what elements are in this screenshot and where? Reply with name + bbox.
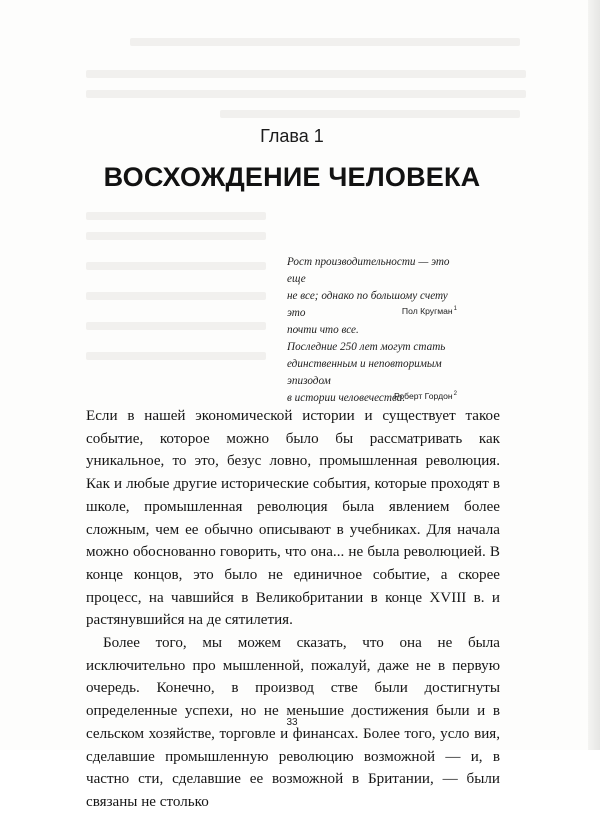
text-line: чавшийся в Великобритании в конце XVIII в. и растянувшийся на де <box>86 589 500 629</box>
epigraph-line: не все; однако по большому счету это <box>287 290 448 319</box>
page-number: 33 <box>286 717 298 728</box>
page-edge <box>588 0 600 750</box>
text-line: вия, сделавшие промышленную революцию возможной — и, в частно <box>86 725 500 788</box>
text-line: события, которые проходят в школе, промышленная революция была <box>86 476 501 515</box>
text-line: которое можно было бы рассматривать как уникальное, то это, безус <box>86 430 501 470</box>
show-through-line <box>86 322 266 330</box>
text-line: мышленной, пожалуй, даже не в первую очередь. Конечно, в производ <box>86 657 500 697</box>
author-name: Роберт Гордон <box>394 391 453 401</box>
text-line: сятилетия. <box>224 612 293 629</box>
show-through-line <box>220 110 520 118</box>
epigraph-author <box>287 306 457 316</box>
epigraph-author <box>287 391 457 401</box>
show-through-line <box>86 232 266 240</box>
text-line: Более того, мы можем сказать, что она не была исключительно про <box>86 635 500 674</box>
show-through-line <box>130 38 520 46</box>
show-through-line <box>86 292 266 300</box>
text-line: Если в нашей экономической истории и существует такое событие, <box>86 408 500 447</box>
chapter-label: Глава 1 <box>260 126 324 146</box>
text-line: стве были достигнуты определенные успехи, но не меньшие достижения <box>86 680 500 720</box>
epigraph-line: в истории человечества. <box>287 392 406 404</box>
epigraph-line: Рост производительности — это еще <box>287 256 450 285</box>
show-through-line <box>86 70 526 78</box>
show-through-line <box>86 90 526 98</box>
text-line: ловно, промышленная революция. Как и любые другие исторические <box>86 453 500 493</box>
text-line: начала можно обоснованно говорить, что она... не была революцией. <box>86 521 500 561</box>
show-through-line <box>86 262 266 270</box>
epigraph-line: единственным и неповторимым эпизодом <box>287 358 442 387</box>
body-text <box>86 405 500 814</box>
author-name: Пол Кругман <box>401 306 453 316</box>
epigraph-line: почти что все. <box>287 324 359 336</box>
footnote-ref: 2 <box>453 391 457 397</box>
text-line: сти, сделавшие ее возможной в Британии, — были связаны не столько <box>86 771 500 810</box>
epigraph-quote <box>287 254 457 339</box>
chapter-title: ВОСХОЖДЕНИЕ ЧЕЛОВЕКА <box>103 162 481 192</box>
text-line: явлением более сложным, чем ее обычно описывают в учебниках. Для <box>86 498 500 538</box>
text-line: В конце концов, это было не единичное событие, а скорее процесс, на <box>86 544 500 606</box>
paragraph <box>86 405 500 632</box>
footnote-ref: 1 <box>453 306 457 312</box>
show-through-line <box>86 212 266 220</box>
text-line: были и в сельском хозяйстве, торговле и финансах. Более того, усло <box>86 703 500 742</box>
epigraph-line: Последние 250 лет могут стать <box>287 341 446 353</box>
show-through-line <box>86 352 266 360</box>
